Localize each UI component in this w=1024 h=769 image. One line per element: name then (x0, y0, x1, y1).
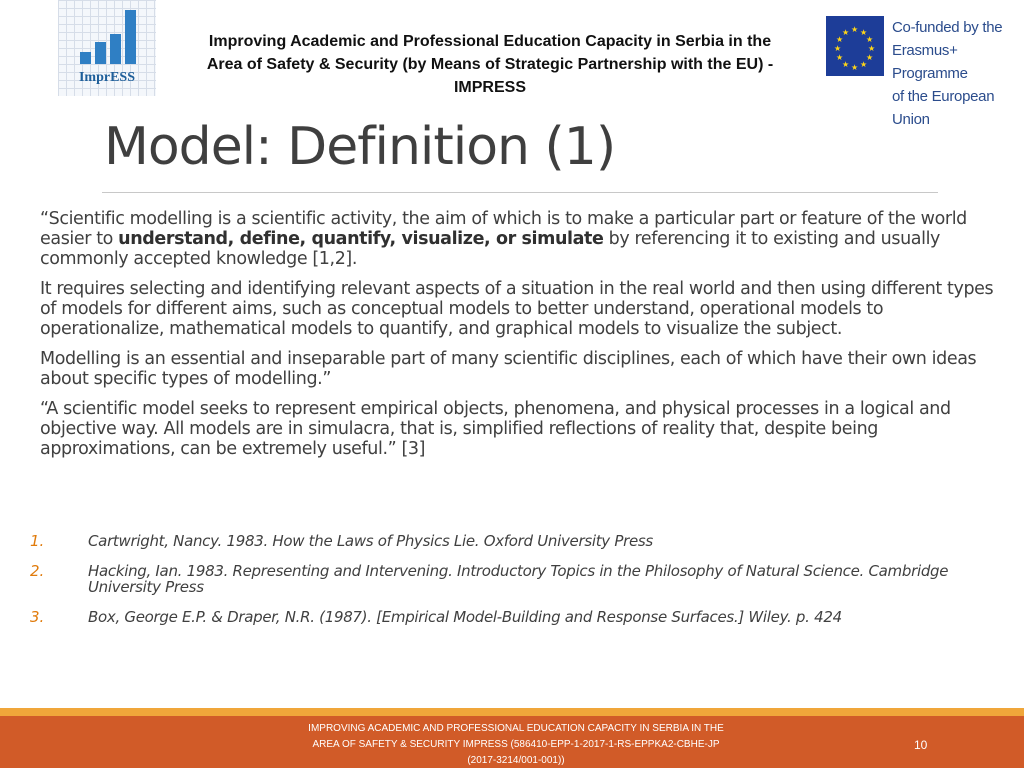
star-icon: ★ (866, 35, 874, 44)
footer-bar (0, 716, 1024, 768)
reference-item (30, 563, 990, 595)
star-icon: ★ (866, 53, 874, 62)
reference-number: 3. (30, 608, 45, 626)
star-icon: ★ (851, 63, 859, 72)
paragraph-text: by referencing it to existing and usually commonly accepted knowledge [1,2]. (40, 229, 940, 269)
star-icon: ★ (860, 60, 868, 69)
star-icon: ★ (842, 28, 850, 37)
star-icon: ★ (851, 25, 859, 34)
project-title: Improving Academic and Professional Education Capacity in Serbia in the Area of Safety & Security (by Means of Strategic Partnership with the EU) - IMPRESS (206, 33, 774, 96)
star-icon: ★ (860, 28, 868, 37)
paragraph-3: Modelling is an essential and inseparable part of many scientific disciplines, each of which have their own ideas about specific types of modelling.” (40, 349, 977, 389)
slide-body (40, 209, 1000, 469)
paragraph-4: “A scientific model seeks to represent empirical objects, phenomena, and physical processes in a logical and objective way. All models are in simulacra, that is, simplified reflections of reality that, despite being approximations, can be extremely useful.” [3] (40, 399, 951, 459)
eu-line: of the European Union (892, 88, 995, 128)
paragraph-2: It requires selecting and identifying relevant aspects of a situation in the real world and then using different types of models for different aims, such as conceptual models to better understand, operational models to operationalize, mathematical models to quantify, and graphical models to visualize the subject. (40, 279, 994, 339)
star-icon: ★ (842, 60, 850, 69)
impress-logo (58, 0, 156, 96)
logo-bar (80, 52, 91, 64)
eu-cofunded-text (892, 16, 1020, 131)
reference-text: Cartwright, Nancy. 1983. How the Laws of Physics Lie. Oxford University Press (88, 532, 653, 550)
logo-bar (95, 42, 106, 64)
star-icon: ★ (836, 35, 844, 44)
reference-text: Box, George E.P. & Draper, N.R. (1987). [Empirical Model-Building and Response Surfaces.] Wiley. p. 424 (88, 608, 842, 626)
footer-stripe (0, 708, 1024, 716)
slide-title: Model: Definition (1) (104, 117, 616, 177)
star-icon: ★ (836, 53, 844, 62)
footer-text: IMPROVING ACADEMIC AND PROFESSIONAL EDUCATION CAPACITY IN SERBIA IN THE AREA OF SAFETY & SECURITY IMPRESS (586410-EPP-1-2017-1-RS-EPPKA2-CBHE-JP (2017-3214/001-001)) (308, 723, 724, 766)
reference-number: 2. (30, 562, 45, 580)
star-icon: ★ (834, 44, 842, 53)
reference-item (30, 533, 990, 549)
star-icon: ★ (868, 44, 876, 53)
eu-line: Erasmus+ Programme (892, 42, 968, 82)
logo-bar (110, 34, 121, 64)
reference-list (30, 533, 990, 639)
reference-text: Hacking, Ian. 1983. Representing and Intervening. Introductory Topics in the Philosophy of Natural Science. Cambridge University Press (88, 562, 949, 596)
paragraph-1 (40, 209, 1000, 269)
reference-item (30, 609, 990, 625)
title-divider (102, 192, 938, 193)
eu-line: Co-funded by the (892, 19, 1003, 36)
paragraph-bold-text: understand, define, quantify, visualize, or simulate (118, 229, 604, 249)
eu-flag-icon (826, 16, 884, 76)
logo-text: ImprESS (78, 70, 136, 85)
reference-number: 1. (30, 532, 45, 550)
logo-bar (125, 10, 136, 64)
paragraph-text: “Scientific modelling is a scientific activity, the aim of which is to make a particular part or feature of the world easier to (40, 209, 967, 249)
page-number: 10 (914, 738, 928, 752)
